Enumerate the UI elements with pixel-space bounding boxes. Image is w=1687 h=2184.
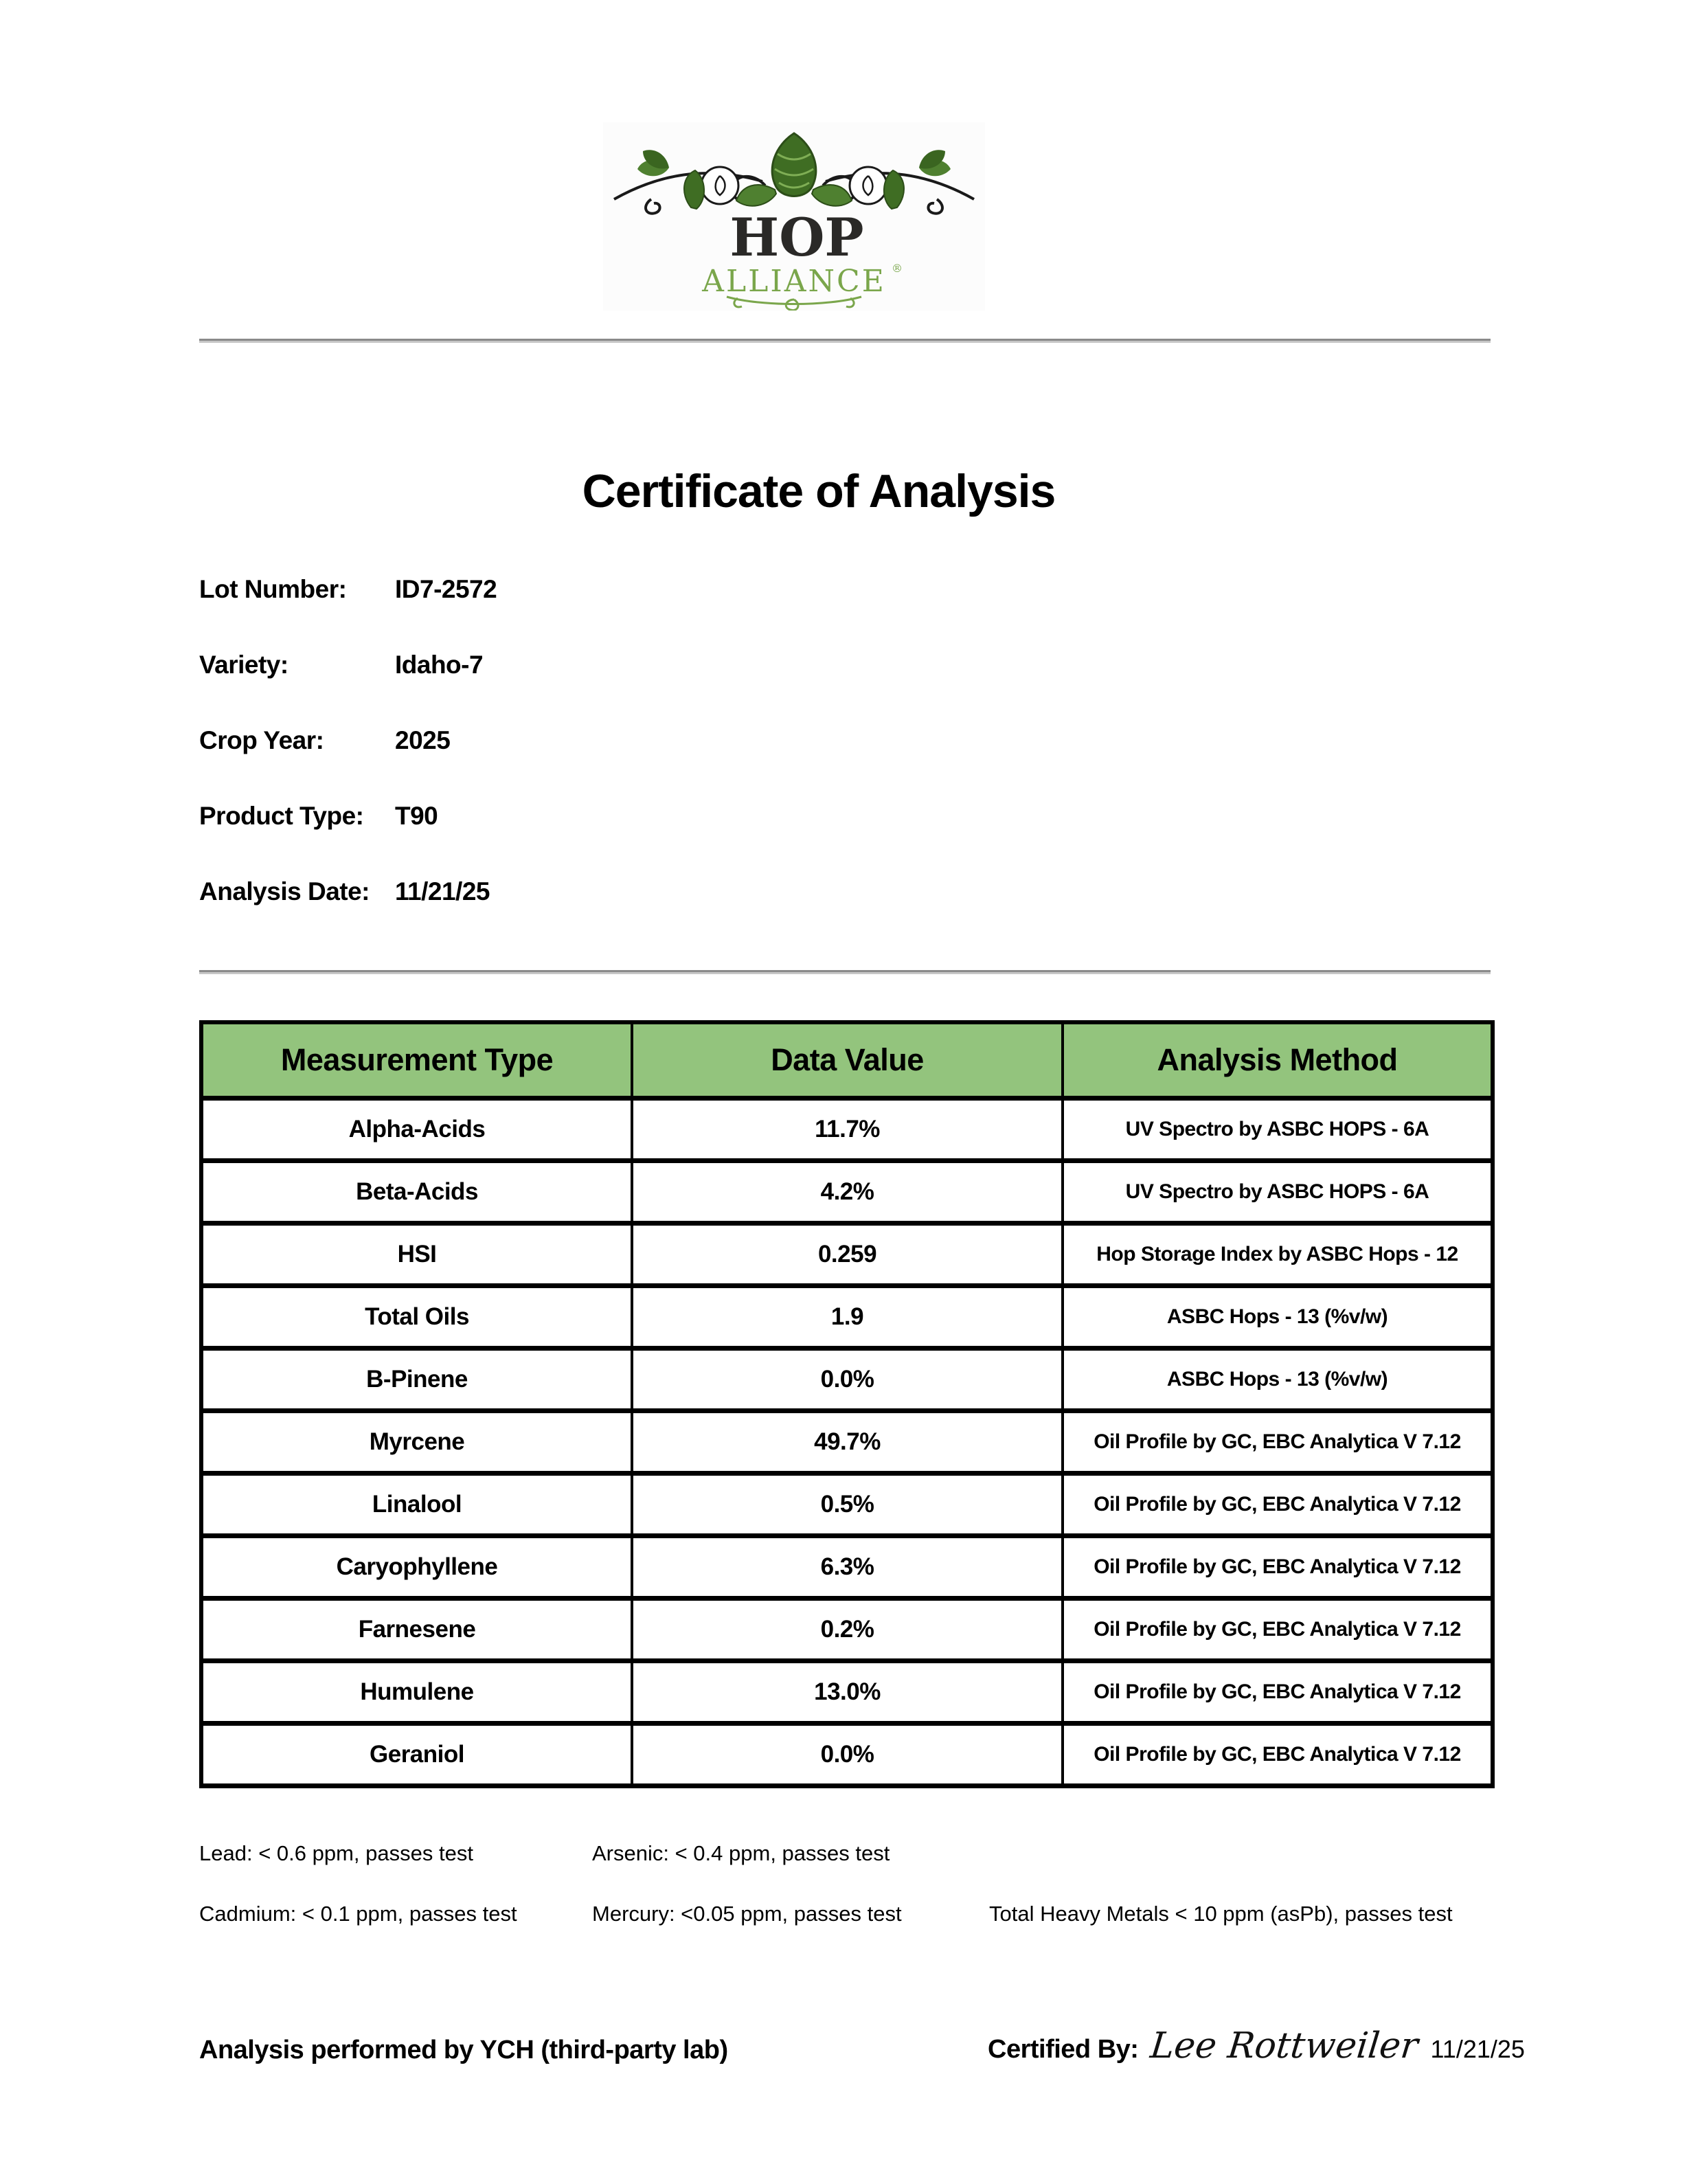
analysis-method: ASBC Hops - 13 (%v/w): [1063, 1348, 1493, 1410]
certified-by-label: Certified By:: [988, 2035, 1139, 2064]
crop-year-value: 2025: [395, 726, 451, 754]
analysis-date-value: 11/21/25: [395, 877, 490, 905]
measurement-name: HSI: [201, 1223, 632, 1285]
top-divider: [199, 339, 1491, 343]
certified-date: 11/21/25: [1430, 2035, 1525, 2063]
variety-value: Idaho-7: [395, 651, 484, 679]
measurement-name: Beta-Acids: [201, 1160, 632, 1223]
analysis-method: UV Spectro by ASBC HOPS - 6A: [1063, 1098, 1493, 1160]
logo-wordmark-hop: HOP: [729, 207, 864, 268]
measurement-value: 0.0%: [632, 1723, 1063, 1786]
measurement-value: 13.0%: [632, 1660, 1063, 1723]
hop-alliance-logo: [603, 122, 985, 311]
lot-number-label: Lot Number:: [199, 575, 347, 603]
table-row: [201, 1723, 1493, 1786]
info-row-variety: [199, 649, 1023, 681]
analysis-method: Oil Profile by GC, EBC Analytica V 7.12: [1063, 1660, 1493, 1723]
table-row: [201, 1660, 1493, 1723]
measurement-name: Caryophyllene: [201, 1535, 632, 1598]
certifier-signature: Lee Rottweiler: [1148, 2025, 1420, 2067]
table-row: [201, 1160, 1493, 1223]
analysis-method: Oil Profile by GC, EBC Analytica V 7.12: [1063, 1598, 1493, 1660]
central-hop-cone: [772, 133, 816, 196]
col-header-data-value: Data Value: [632, 1022, 1063, 1098]
measurement-name: B-Pinene: [201, 1348, 632, 1410]
info-row-crop-year: [199, 725, 1023, 756]
table-row: [201, 1098, 1493, 1160]
measurement-name: Linalool: [201, 1473, 632, 1535]
variety-label: Variety:: [199, 651, 288, 679]
mid-divider: [199, 970, 1491, 974]
measurement-name: Geraniol: [201, 1723, 632, 1786]
analysis-method: Oil Profile by GC, EBC Analytica V 7.12: [1063, 1473, 1493, 1535]
col-header-analysis-method: Analysis Method: [1063, 1022, 1493, 1098]
analysis-method: Oil Profile by GC, EBC Analytica V 7.12: [1063, 1410, 1493, 1473]
analysis-method: Hop Storage Index by ASBC Hops - 12: [1063, 1223, 1493, 1285]
cadmium-result: Cadmium: < 0.1 ppm, passes test: [199, 1902, 517, 1926]
table-row: [201, 1473, 1493, 1535]
info-row-analysis-date: [199, 876, 1023, 908]
right-leaf-cluster: [884, 150, 951, 209]
product-type-label: Product Type:: [199, 802, 364, 830]
registered-trademark-icon: ®: [892, 262, 903, 275]
hop-alliance-logo-art: [603, 122, 985, 311]
table-header-row: [201, 1022, 1493, 1098]
analysis-method: Oil Profile by GC, EBC Analytica V 7.12: [1063, 1723, 1493, 1786]
lab-note: Analysis performed by YCH (third-party lab): [199, 2035, 728, 2064]
analysis-results-table: [199, 1020, 1495, 1788]
info-row-lot-number: [199, 574, 1023, 605]
measurement-value: 0.5%: [632, 1473, 1063, 1535]
table-row: [201, 1410, 1493, 1473]
left-leaf-cluster: [637, 150, 704, 209]
table-row: [201, 1598, 1493, 1660]
measurement-name: Farnesene: [201, 1598, 632, 1660]
table-row: [201, 1535, 1493, 1598]
certified-by-block: [988, 2025, 1525, 2073]
product-type-value: T90: [395, 802, 438, 830]
total-heavy-metals-result: Total Heavy Metals < 10 ppm (asPb), passes test: [989, 1902, 1453, 1926]
col-header-measurement-type: Measurement Type: [201, 1022, 632, 1098]
measurement-value: 0.259: [632, 1223, 1063, 1285]
table-row: [201, 1223, 1493, 1285]
measurement-value: 4.2%: [632, 1160, 1063, 1223]
measurement-value: 11.7%: [632, 1098, 1063, 1160]
measurement-value: 1.9: [632, 1285, 1063, 1348]
table-row: [201, 1285, 1493, 1348]
measurement-name: Alpha-Acids: [201, 1098, 632, 1160]
analysis-method: Oil Profile by GC, EBC Analytica V 7.12: [1063, 1535, 1493, 1598]
measurement-value: 6.3%: [632, 1535, 1063, 1598]
measurement-name: Humulene: [201, 1660, 632, 1723]
measurement-name: Total Oils: [201, 1285, 632, 1348]
logo-wordmark-alliance: ALLIANCE: [702, 264, 886, 299]
analysis-date-label: Analysis Date:: [199, 877, 370, 905]
measurement-value: 49.7%: [632, 1410, 1063, 1473]
crop-year-label: Crop Year:: [199, 726, 324, 754]
table-row: [201, 1348, 1493, 1410]
analysis-method: UV Spectro by ASBC HOPS - 6A: [1063, 1160, 1493, 1223]
measurement-value: 0.0%: [632, 1348, 1063, 1410]
analysis-method: ASBC Hops - 13 (%v/w): [1063, 1285, 1493, 1348]
page-title: Certificate of Analysis: [582, 465, 1056, 517]
mercury-result: Mercury: <0.05 ppm, passes test: [592, 1902, 902, 1926]
measurement-name: Myrcene: [201, 1410, 632, 1473]
info-row-product-type: [199, 800, 1023, 832]
measurement-value: 0.2%: [632, 1598, 1063, 1660]
lead-result: Lead: < 0.6 ppm, passes test: [199, 1841, 473, 1865]
lot-number-value: ID7-2572: [395, 575, 497, 603]
arsenic-result: Arsenic: < 0.4 ppm, passes test: [592, 1841, 890, 1865]
